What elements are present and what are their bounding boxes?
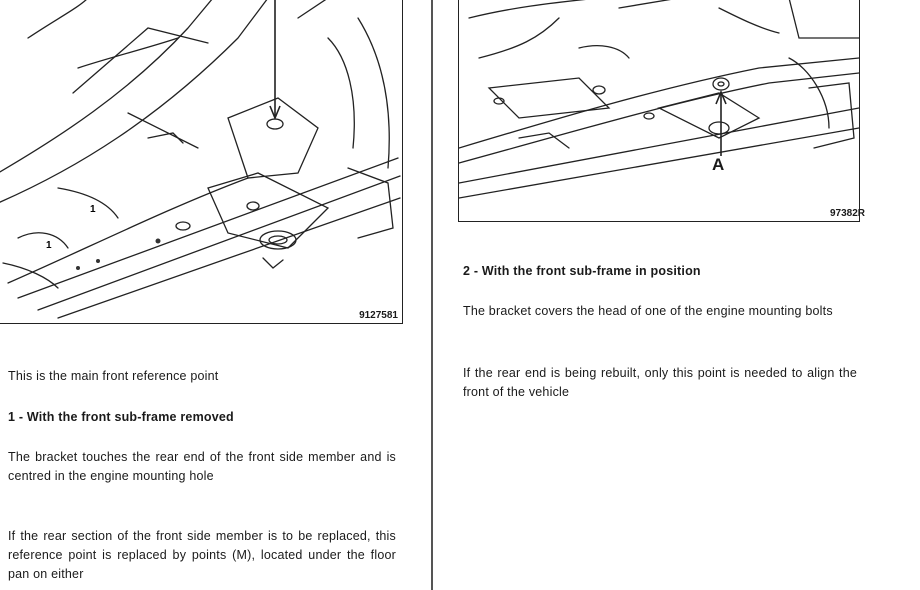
callout-label-a: A [712, 155, 725, 174]
heading-subframe-in-position: 2 - With the front sub-frame in position [463, 264, 701, 278]
side-member-illustration [0, 0, 402, 323]
column-divider [431, 0, 433, 590]
heading-subframe-removed: 1 - With the front sub-frame removed [8, 410, 234, 424]
rear-end-rebuild-note: If the rear end is being rebuilt, only this point is needed to align the front of the vehicle [463, 366, 857, 399]
figure-label-1b: 1 [46, 240, 52, 251]
bracket-covers-bolt: The bracket covers the head of one of the engine mounting bolts [463, 304, 833, 318]
section-2-paragraph-2 [463, 364, 857, 402]
section-1-paragraph-2 [8, 527, 396, 584]
bracket-description: The bracket touches the rear end of the front side member and is centred in the engine mounting hole [8, 450, 396, 483]
intro-text [8, 367, 396, 386]
section-2-heading [463, 262, 857, 281]
figure-reference-number: 9127581 [359, 310, 398, 321]
figure-reference-number: 97382R [829, 208, 865, 219]
subframe-illustration [459, 0, 859, 221]
intro-paragraph: This is the main front reference point [8, 369, 219, 383]
figure-subframe-in-position [458, 0, 865, 222]
replacement-note: If the rear section of the front side member is to be replaced, this reference point is replaced by points (M), located under the floor pan on either [8, 529, 396, 581]
figure-label-1a: 1 [90, 204, 96, 215]
section-1-heading [8, 408, 396, 427]
section-1-paragraph-1 [8, 448, 396, 486]
figure-front-reference-point [0, 0, 403, 324]
section-2-paragraph-1 [463, 302, 857, 321]
